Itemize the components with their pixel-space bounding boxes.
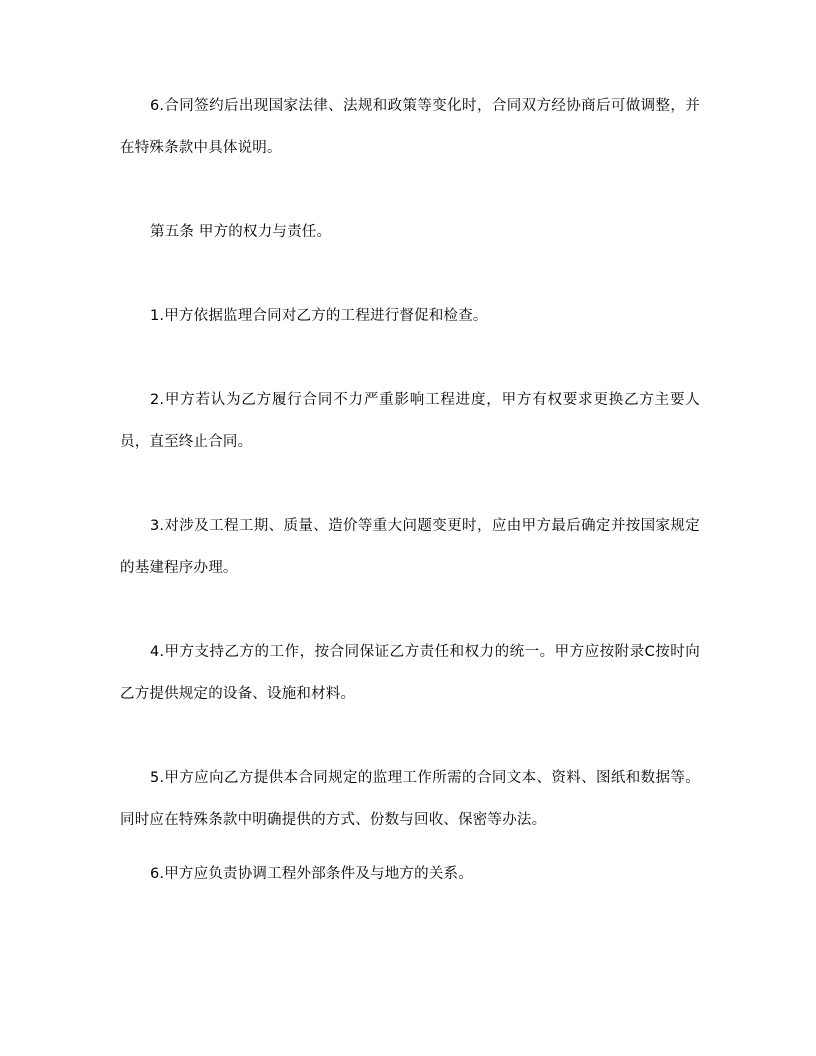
paragraph-item-5: 5.甲方应向乙方提供本合同规定的监理工作所需的合同文本、资料、图纸和数据等。同时应在特殊条款中明确提供的方式、份数与回收、保密等办法。 [120, 770, 700, 828]
paragraph-item-2: 2.甲方若认为乙方履行合同不力严重影响工程进度，甲方有权要求更换乙方主要人员，直至终止合同。 [120, 392, 700, 450]
paragraph-item-3: 3.对涉及工程工期、质量、造价等重大问题变更时，应由甲方最后确定并按国家规定的基建程序办理。 [120, 518, 700, 576]
paragraph-item-6: 6.甲方应负责协调工程外部条件及与地方的关系。 [150, 866, 473, 882]
section-heading-article-5: 第五条 甲方的权力与责任。 [150, 224, 332, 240]
paragraph-item-1: 1.甲方依据监理合同对乙方的工程进行督促和检查。 [150, 308, 488, 324]
paragraph-item-4: 4.甲方支持乙方的工作，按合同保证乙方责任和权力的统一。甲方应按附录C按时向乙方提供规定的设备、设施和材料。 [120, 644, 700, 702]
paragraph-clause-6-law-change: 6.合同签约后出现国家法律、法规和政策等变化时，合同双方经协商后可做调整，并在特殊条款中具体说明。 [120, 98, 700, 156]
